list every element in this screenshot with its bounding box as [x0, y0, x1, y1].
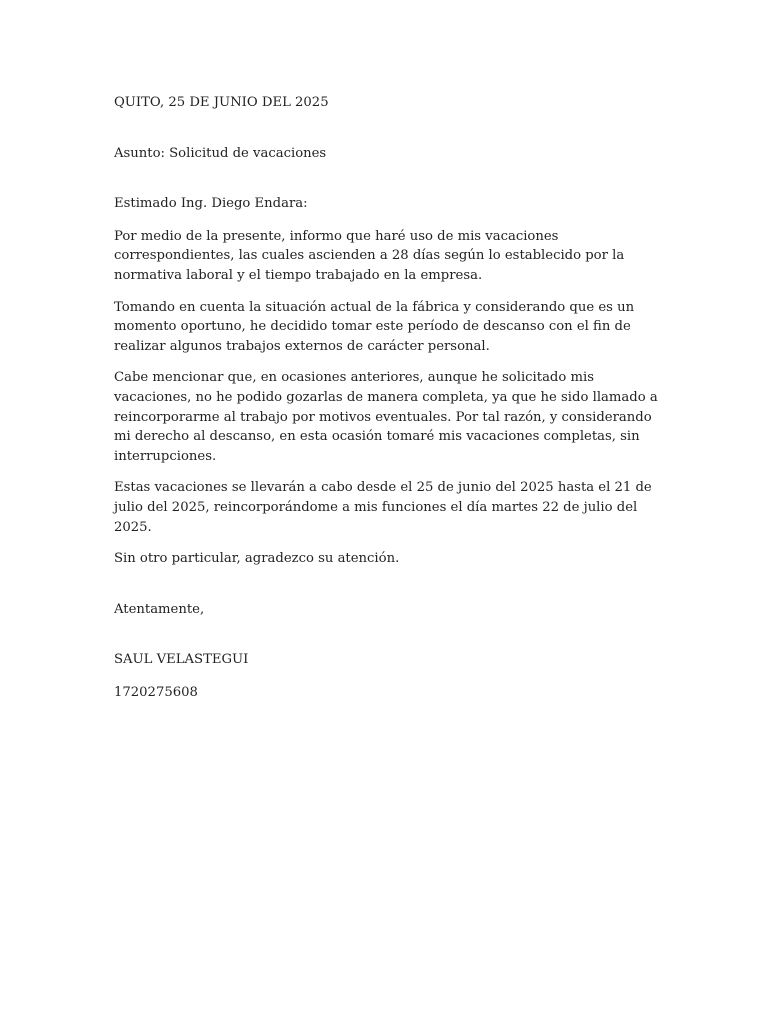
- letter-date: QUITO, 25 DE JUNIO DEL 2025: [114, 95, 329, 110]
- letter-paragraph-3: Cabe mencionar que, en ocasiones anteriores, aunque he solicitado mis vacaciones, no he podido gozarlas de manera completa, ya que he sido llamado a reincorporarme al trabajo por motivos eventuales. Por tal razón, y considerando mi derecho al descanso, en esta ocasión tomaré mis vacaciones completas, sin interrupciones.: [114, 370, 658, 464]
- letter-paragraph-4: Estas vacaciones se llevarán a cabo desde el 25 de junio del 2025 hasta el 21 de julio del 2025, reincorporándome a mis funciones el día martes 22 de julio del 2025.: [114, 480, 652, 535]
- letter-paragraph-1: Por medio de la presente, informo que haré uso de mis vacaciones correspondientes, las cuales ascienden a 28 días según lo establecido por la normativa laboral y el tiempo trabajado en la empresa.: [114, 228, 625, 283]
- letter-salutation: Estimado Ing. Diego Endara:: [114, 196, 308, 212]
- sender-id: 1720275608: [114, 684, 198, 700]
- sender-name: SAUL VELASTEGUI: [114, 652, 249, 668]
- letter-closing: Atentamente,: [114, 601, 205, 617]
- letter-subject: Asunto: Solicitud de vacaciones: [114, 145, 327, 161]
- letter-paragraph-5: Sin otro particular, agradezco su atención.: [114, 551, 400, 567]
- letter-paragraph-2: Tomando en cuenta la situación actual de la fábrica y considerando que es un momento oportuno, he decidido tomar este período de descanso con el fin de realizar algunos trabajos externos de carácter personal.: [114, 299, 635, 354]
